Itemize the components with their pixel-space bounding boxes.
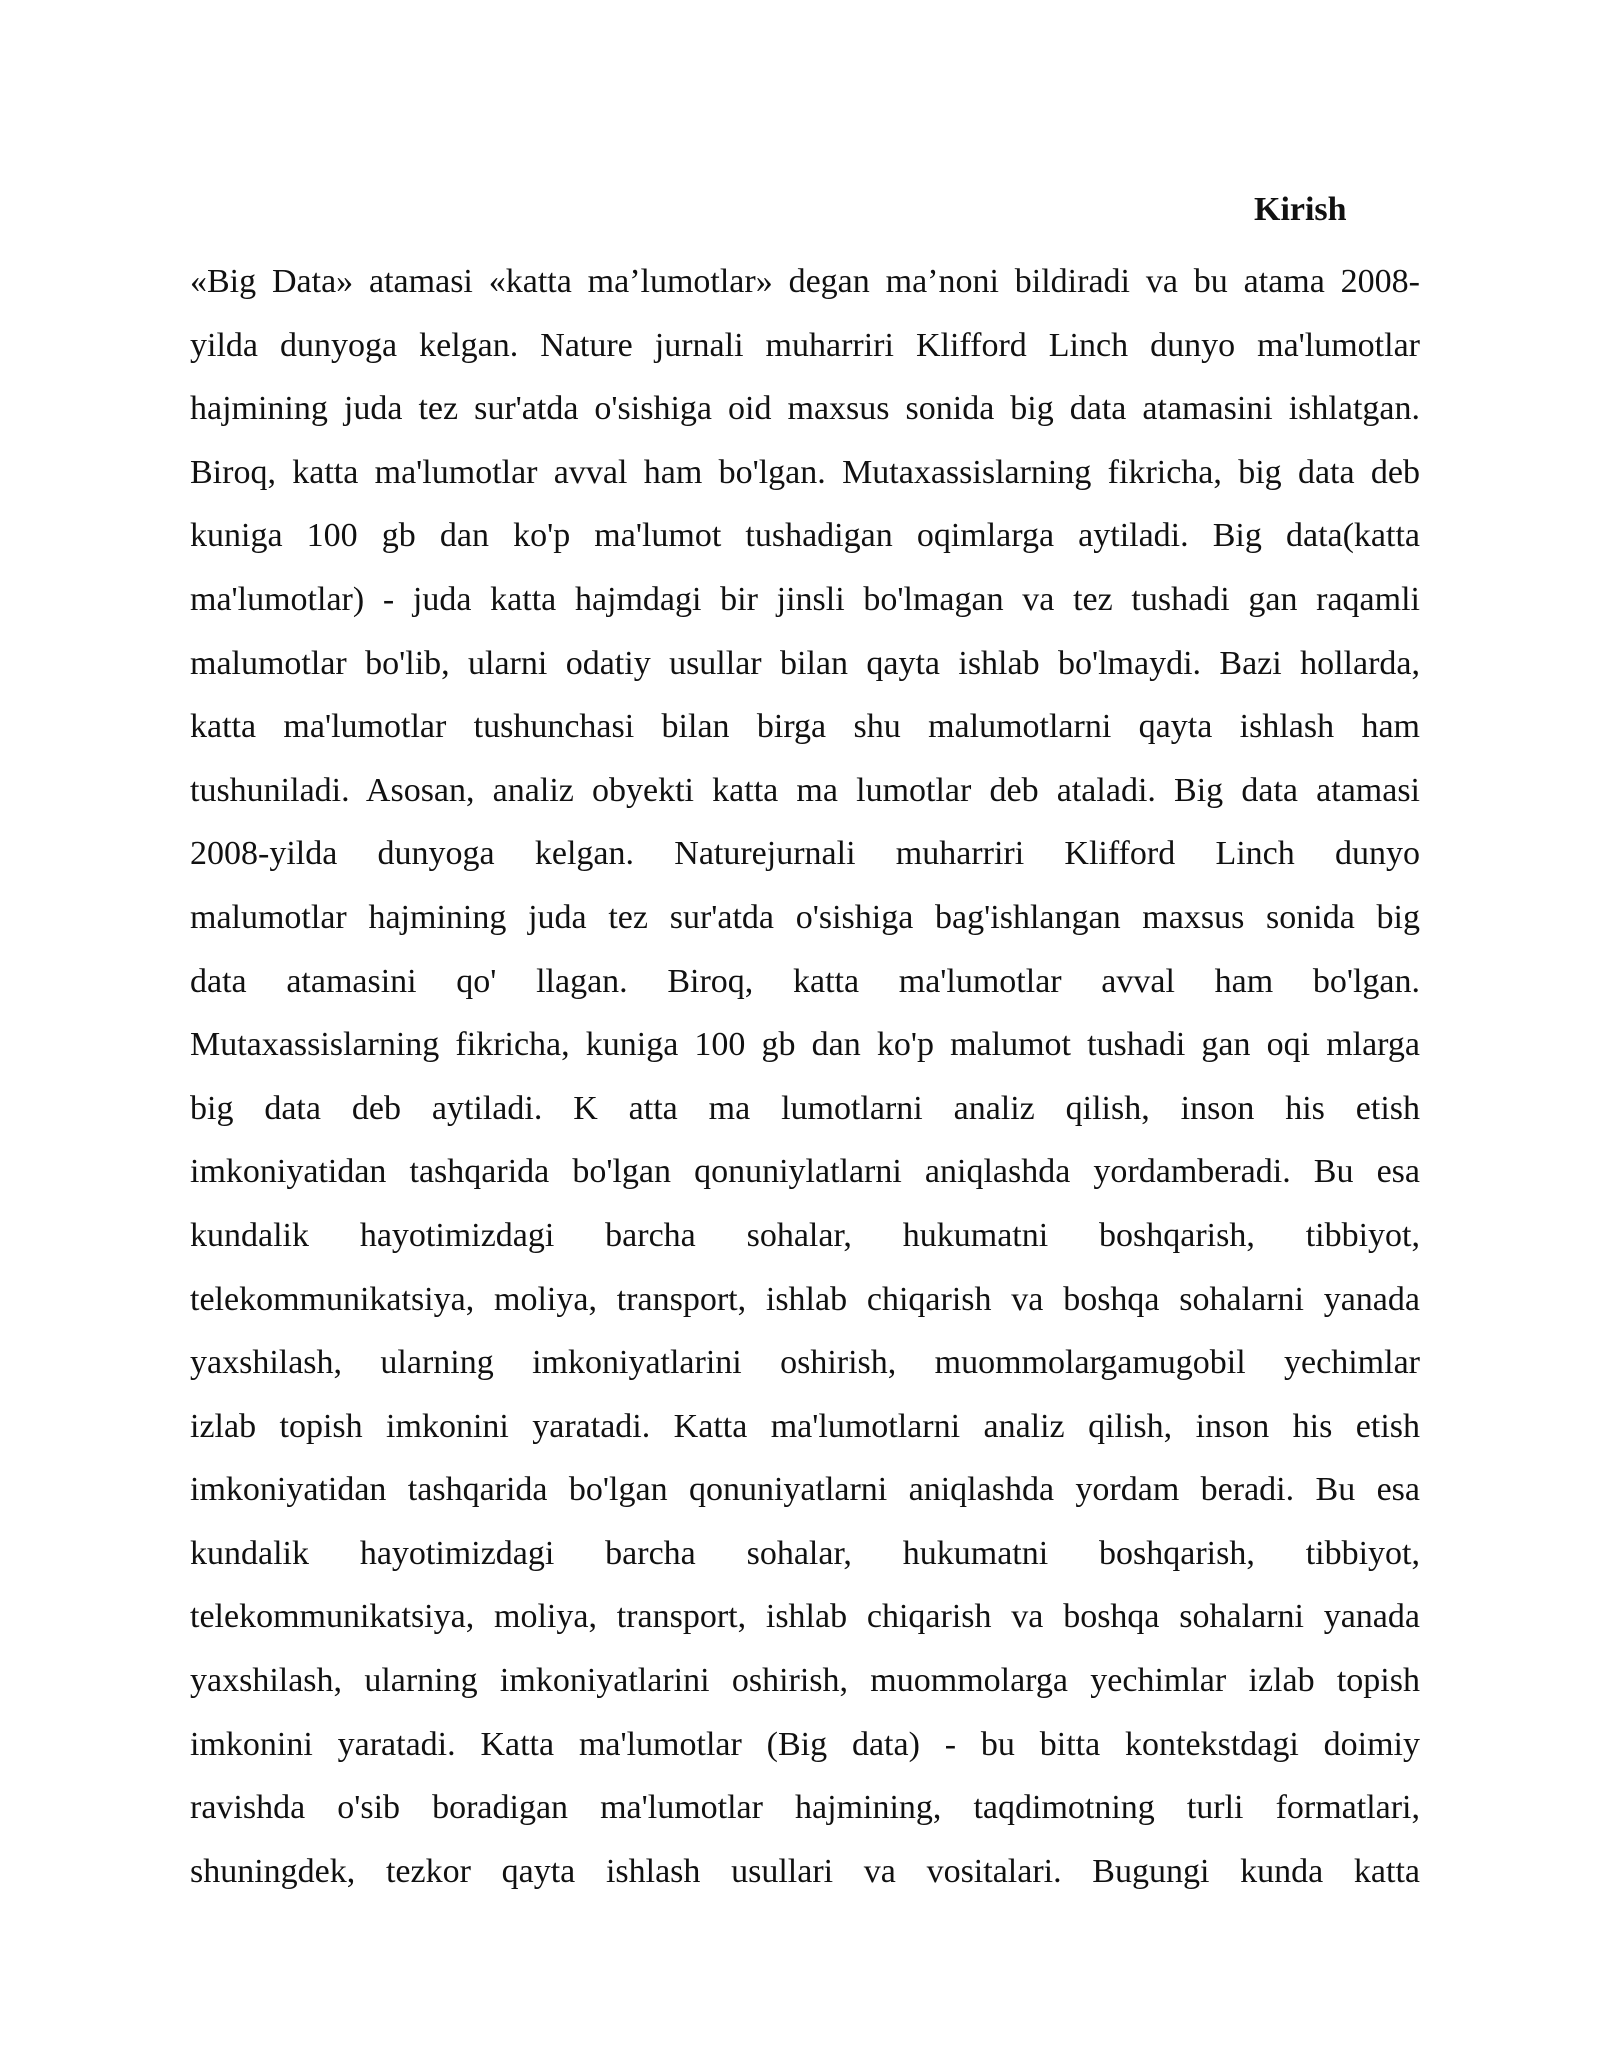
text-line: kuniga 100 gb dan ko'p ma'lumot tushadigan oqimlarga aytiladi. Big data(katta	[190, 517, 1420, 555]
text-line: yaxshilash, ularning imkoniyatlarini oshirish, muommolargamugobil yechimlar	[190, 1344, 1420, 1382]
text-line: Biroq, katta ma'lumotlar avval ham bo'lgan. Mutaxassislarning fikricha, big data deb	[190, 453, 1420, 491]
text-line: katta ma'lumotlar tushunchasi bilan birga shu malumotlarni qayta ishlash ham	[190, 708, 1420, 746]
text-line: kundalik hayotimizdagi barcha sohalar, hukumatni boshqarish, tibbiyot,	[190, 1216, 1420, 1254]
text-line: izlab topish imkonini yaratadi. Katta ma'lumotlarni analiz qilish, inson his etish	[190, 1407, 1420, 1445]
text-line: telekommunikatsiya, moliya, transport, ishlab chiqarish va boshqa sohalarni yanada	[190, 1280, 1420, 1318]
text-line: «Big Data» atamasi «katta ma’lumotlar» degan ma’noni bildiradi va bu atama 2008-	[190, 263, 1420, 300]
text-line: ravishda o'sib boradigan ma'lumotlar hajmining, taqdimotning turli formatlari,	[190, 1789, 1420, 1827]
text-line: hajmining juda tez sur'atda o'sishiga oid maxsus sonida big data atamasini ishlatgan.	[190, 390, 1420, 428]
text-line: shuningdek, tezkor qayta ishlash usullari va vositalari. Bugungi kunda katta	[190, 1852, 1420, 1890]
text-line: imkoniyatidan tashqarida bo'lgan qonuniylatlarni aniqlashda yordamberadi. Bu esa	[190, 1153, 1420, 1191]
body-paragraph	[190, 250, 1420, 1903]
text-line: big data deb aytiladi. K atta ma lumotlarni analiz qilish, inson his etish	[190, 1089, 1420, 1127]
text-line: malumotlar hajmining juda tez sur'atda o'sishiga bag'ishlangan maxsus sonida big	[190, 898, 1420, 936]
text-line: imkoniyatidan tashqarida bo'lgan qonuniyatlarni aniqlashda yordam beradi. Bu esa	[190, 1471, 1420, 1509]
text-line: malumotlar bo'lib, ularni odatiy usullar bilan qayta ishlab bo'lmaydi. Bazi hollarda,	[190, 644, 1420, 682]
text-line: telekommunikatsiya, moliya, transport, ishlab chiqarish va boshqa sohalarni yanada	[190, 1598, 1420, 1636]
text-line: ma'lumotlar) - juda katta hajmdagi bir jinsli bo'lmagan va tez tushadi gan raqamli	[190, 580, 1420, 618]
text-line: kundalik hayotimizdagi barcha sohalar, hukumatni boshqarish, tibbiyot,	[190, 1534, 1420, 1572]
text-line: 2008-yilda dunyoga kelgan. Naturejurnali muharriri Klifford Linch dunyo	[190, 835, 1420, 873]
text-line: data atamasini qo' llagan. Biroq, katta ma'lumotlar avval ham bo'lgan.	[190, 962, 1420, 1000]
text-line: tushuniladi. Asosan, analiz obyekti katta ma lumotlar deb ataladi. Big data atamasi	[190, 771, 1420, 809]
text-line: imkonini yaratadi. Katta ma'lumotlar (Big data) - bu bitta kontekstdagi doimiy	[190, 1725, 1420, 1763]
text-line: Mutaxassislarning fikricha, kuniga 100 gb dan ko'p malumot tushadi gan oqi mlarga	[190, 1026, 1420, 1064]
text-line: yilda dunyoga kelgan. Nature jurnali muharriri Klifford Linch dunyo ma'lumotlar	[190, 326, 1420, 364]
text-line: yaxshilash, ularning imkoniyatlarini oshirish, muommolarga yechimlar izlab topish	[190, 1662, 1420, 1700]
page-title: Kirish	[1254, 191, 1347, 228]
